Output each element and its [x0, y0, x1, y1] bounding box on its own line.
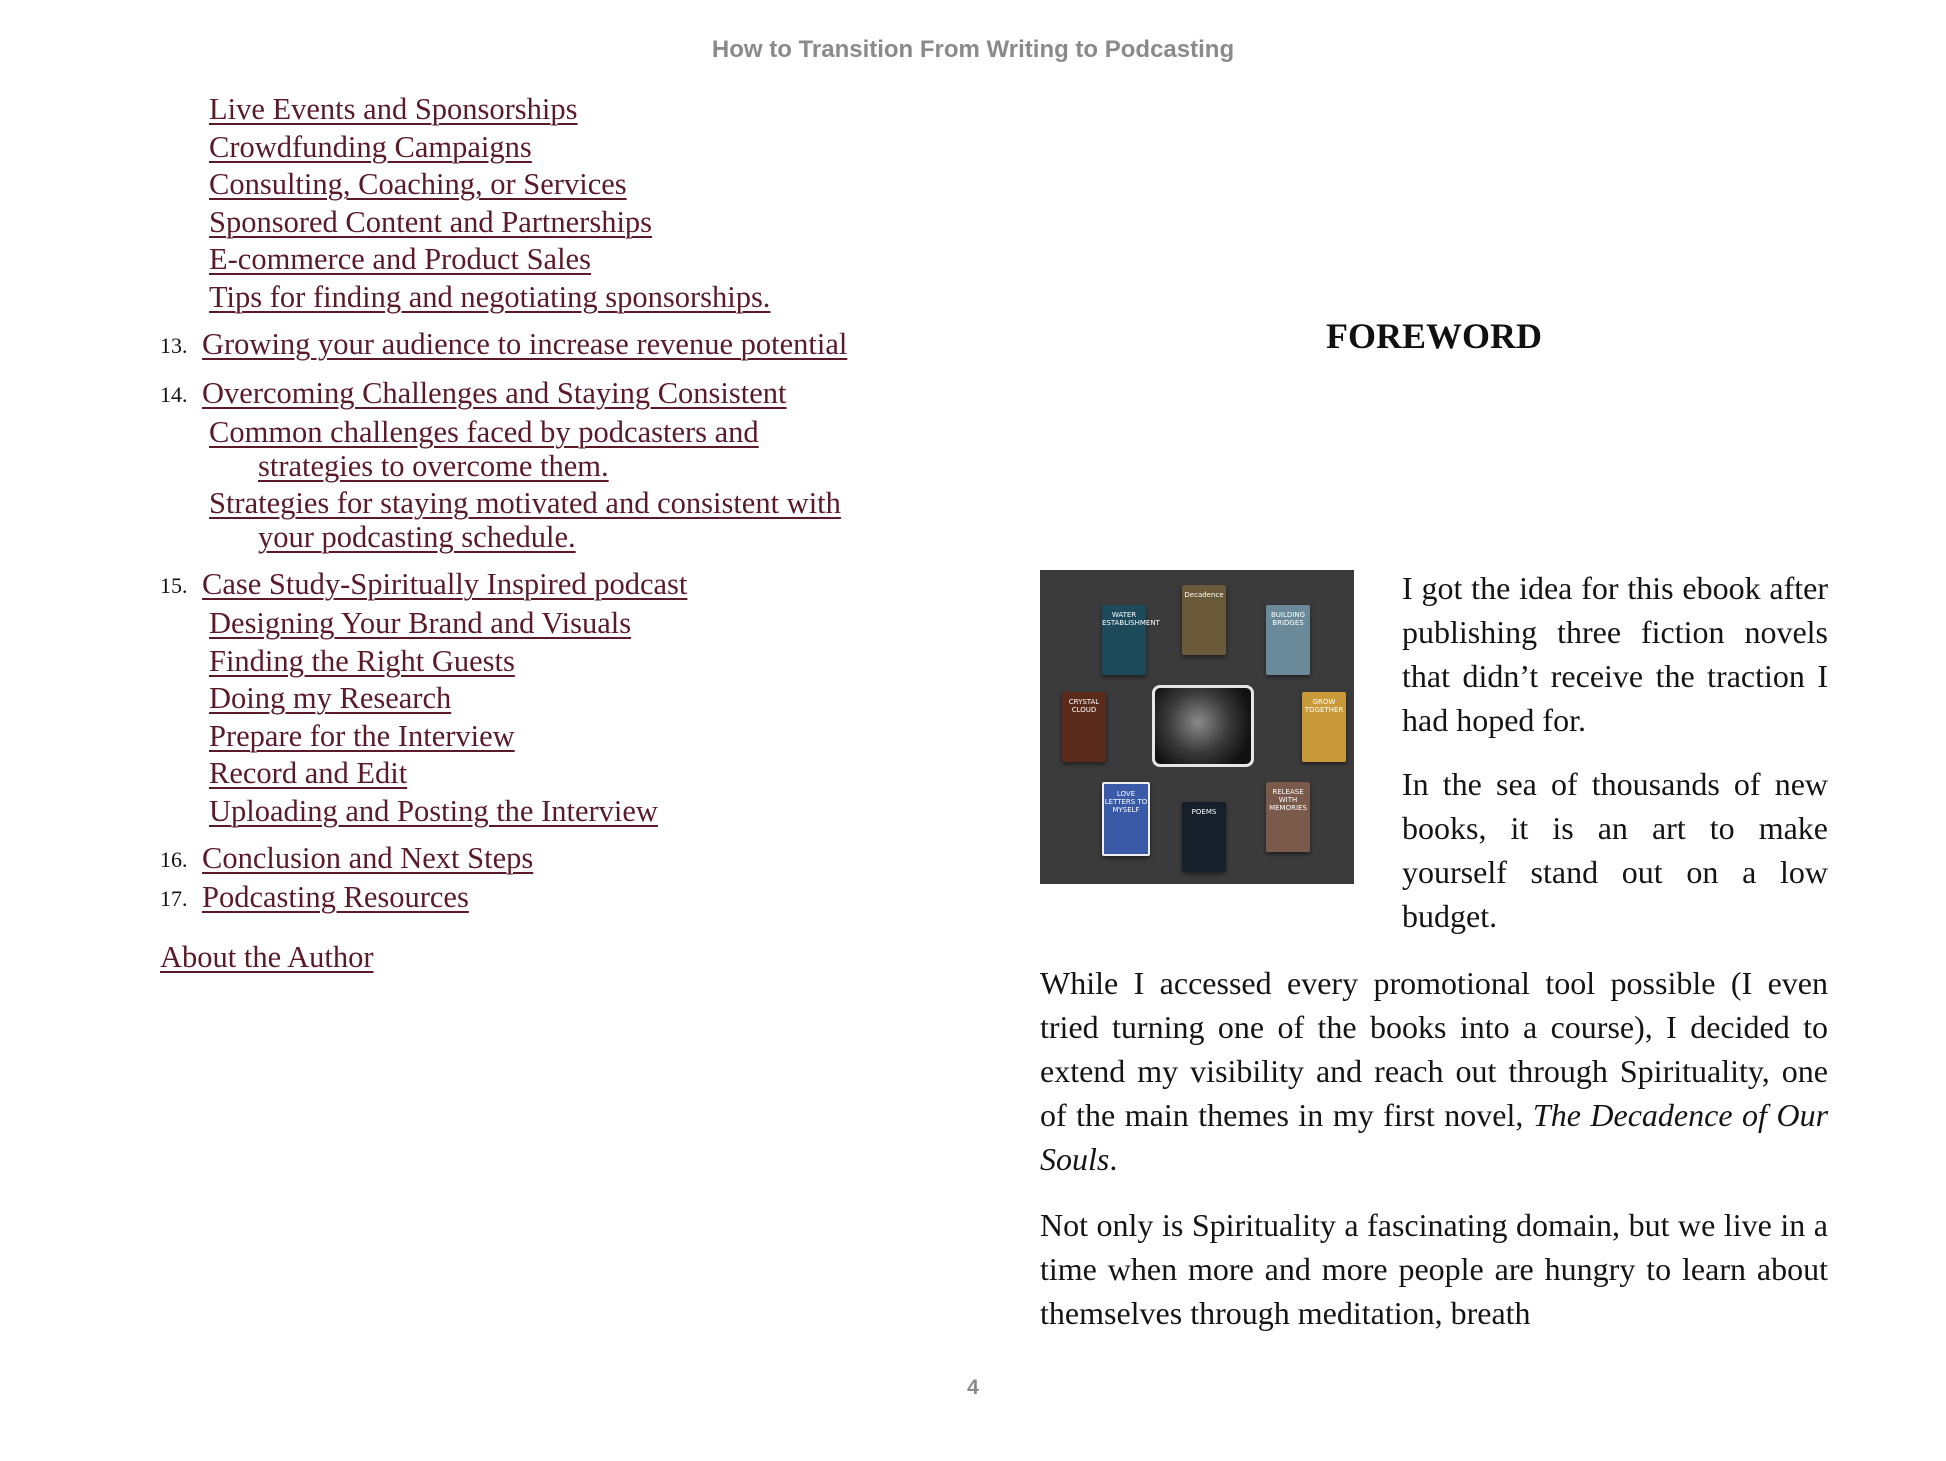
- toc-link-about-author[interactable]: About the Author: [160, 939, 374, 974]
- page-number: 4: [967, 1376, 979, 1399]
- book-title: How to Transition From Writing to Podcasting: [711, 36, 1235, 63]
- toc-link-conclusion[interactable]: Conclusion and Next Steps: [202, 840, 534, 875]
- toc-link-record-edit[interactable]: Record and Edit: [209, 756, 408, 790]
- chapter-number: 17.: [160, 885, 188, 911]
- chapter-number: 13.: [160, 332, 188, 358]
- toc-link-uploading-posting[interactable]: Uploading and Posting the Interview: [209, 793, 658, 828]
- toc-link-case-study[interactable]: Case Study-Spiritually Inspired podcast: [202, 567, 688, 601]
- toc-item: [209, 486, 860, 554]
- foreword-heading: FOREWORD: [1326, 316, 1542, 356]
- foreword-paragraph: In the sea of thousands of new books, it is an art to make yourself stand out on a low budget.: [1402, 766, 1828, 934]
- book-covers-image: [1040, 570, 1354, 884]
- book-cover: CRYSTAL CLOUD: [1062, 692, 1106, 762]
- toc-link-doing-research[interactable]: Doing my Research: [209, 681, 452, 715]
- toc-item: [209, 167, 860, 201]
- toc-item: [209, 130, 860, 164]
- book-cover: LOVE LETTERS TO MYSELF: [1102, 782, 1150, 856]
- novel-title: The Decadence of Our Souls: [1040, 1097, 1829, 1177]
- toc-link-consulting[interactable]: Consulting, Coaching, or Services: [209, 167, 627, 201]
- toc-link-prepare-interview[interactable]: Prepare for the Interview: [209, 718, 515, 753]
- book-cover: GROW TOGETHER: [1302, 692, 1346, 762]
- toc-item-about: [160, 940, 860, 974]
- toc-item: [209, 92, 860, 126]
- toc-link-growing-audience[interactable]: Growing your audience to increase revenue potential: [202, 326, 848, 361]
- chapter-number: 14.: [160, 381, 188, 407]
- toc-link-ecommerce[interactable]: E-commerce and Product Sales: [209, 242, 591, 276]
- book-cover: POEMS: [1182, 802, 1226, 872]
- toc-chapter-16: [160, 841, 860, 877]
- toc-item: [209, 415, 860, 483]
- toc-item: [209, 242, 860, 276]
- foreword-paragraph: I got the idea for this ebook after publishing three fiction novels that didn’t receive the traction I had hoped for.: [1402, 570, 1828, 738]
- toc-item: [209, 606, 860, 640]
- toc-item: [209, 719, 860, 753]
- toc-item: [209, 280, 860, 314]
- toc-chapter-17: [160, 880, 860, 916]
- toc-link-staying-motivated[interactable]: Strategies for staying motivated and consistent with your podcasting schedule.: [209, 486, 841, 554]
- toc-item: [209, 794, 860, 828]
- toc-chapter-15: [160, 567, 860, 603]
- toc-link-sponsorship-tips[interactable]: Tips for finding and negotiating sponsorships.: [209, 279, 771, 314]
- toc-item: [209, 205, 860, 239]
- book-cover: BUILDING BRIDGES: [1266, 605, 1310, 675]
- toc-link-common-challenges[interactable]: Common challenges faced by podcasters and strategies to overcome them.: [209, 414, 759, 483]
- foreword-paragraph: Not only is Spirituality a fascinating domain, but we live in a time when more and more people are hungry to learn about themselves through meditation, breath: [1040, 1207, 1828, 1331]
- book-cover: WATER ESTABLISHMENT: [1102, 605, 1146, 675]
- foreword-paragraph: While I accessed every promotional tool possible (I even tried turning one of the books into a course), I decided to extend my visibility and reach out through Spirituality, one of the main themes in my first novel, The Decadence of Our Souls.: [1040, 965, 1829, 1177]
- toc-link-designing-brand[interactable]: Designing Your Brand and Visuals: [209, 606, 632, 640]
- toc-link-sponsored-content[interactable]: Sponsored Content and Partnerships: [209, 204, 653, 239]
- chapter-number: 16.: [160, 846, 188, 872]
- toc-item: [209, 681, 860, 715]
- toc-item: [209, 756, 860, 790]
- book-cover: Decadence: [1182, 585, 1226, 655]
- toc-link-live-events[interactable]: Live Events and Sponsorships: [209, 92, 578, 126]
- table-of-contents: [160, 92, 860, 974]
- book-cover: RELEASE WITH MEMORIES: [1266, 782, 1310, 852]
- toc-chapter-13: [160, 327, 860, 363]
- author-photo: [1152, 685, 1254, 767]
- toc-link-resources[interactable]: Podcasting Resources: [202, 879, 469, 914]
- toc-link-crowdfunding[interactable]: Crowdfunding Campaigns: [209, 129, 532, 164]
- chapter-number: 15.: [160, 573, 188, 598]
- toc-link-finding-guests[interactable]: Finding the Right Guests: [209, 643, 515, 678]
- toc-item: [209, 644, 860, 678]
- toc-link-overcoming-challenges[interactable]: Overcoming Challenges and Staying Consistent: [202, 375, 787, 410]
- toc-chapter-14: [160, 376, 860, 412]
